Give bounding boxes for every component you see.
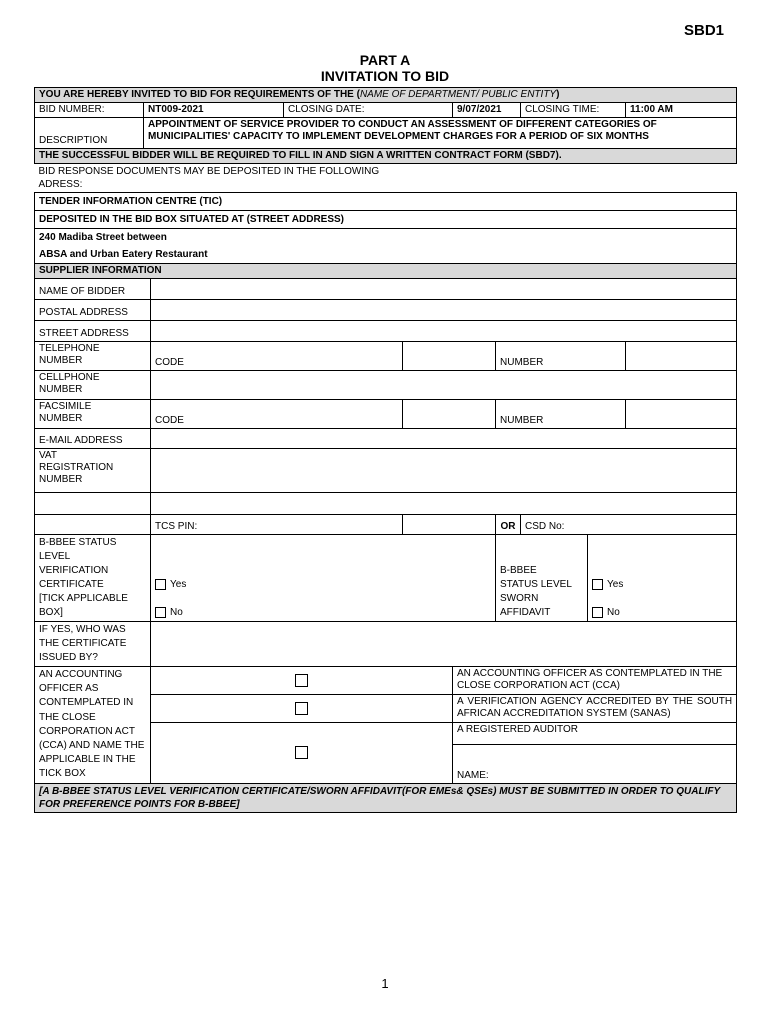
heading-line-2: INVITATION TO BID [320, 68, 450, 84]
cellphone-label: CELLPHONE NUMBER [35, 371, 151, 400]
bbbee-footer-notice: [A B-BBEE STATUS LEVEL VERIFICATION CERTIFICATE/SWORN AFFIDAVIT(FOR EMEs& QSEs) MUST BE SUBMITTED IN ORDER TO QUALIFY FOR PREFERENCE POINTS FOR B-BBEE] [35, 783, 737, 812]
option-2-checkbox-cell[interactable] [151, 695, 453, 723]
facsimile-label: FACSIMILE NUMBER [35, 400, 151, 429]
bbbee-affidavit-options [588, 535, 737, 622]
telephone-label: TELEPHONE NUMBER [35, 342, 151, 371]
checkbox-icon[interactable] [295, 702, 308, 715]
deposit-line-3: 240 Madiba Street between [35, 229, 737, 247]
invite-row: YOU ARE HEREBY INVITED TO BID FOR REQUIREMENTS OF THE (NAME OF DEPARTMENT/ PUBLIC ENTITY) [35, 88, 737, 103]
accounting-officer-label: AN ACCOUNTING OFFICER AS CONTEMPLATED IN THE CLOSE CORPORATION ACT (CCA) AND NAME THE APPLICABLE IN THE TICK BOX [35, 667, 151, 784]
tcs-blank-label [35, 515, 151, 535]
blank-label-cell [35, 493, 151, 515]
csd-number-field[interactable]: CSD No: [521, 515, 737, 535]
deposit-intro: BID RESPONSE DOCUMENTS MAY BE DEPOSITED IN THE FOLLOWING ADRESS: [38, 166, 380, 190]
telephone-code-value[interactable] [403, 342, 496, 371]
closing-time-value[interactable]: 11:00 AM [626, 103, 737, 118]
cert-yes-option[interactable]: Yes [155, 578, 491, 592]
or-label: OR [496, 515, 521, 535]
closing-date-value[interactable]: 9/07/2021 [453, 103, 521, 118]
closing-time-label: CLOSING TIME: [521, 103, 626, 118]
tcs-pin-value[interactable] [403, 515, 496, 535]
blank-field[interactable] [151, 493, 737, 515]
form-code: SBD1 [684, 22, 725, 39]
vat-label: VAT REGISTRATION NUMBER [35, 449, 151, 493]
page-number: 1 [381, 976, 389, 991]
bidder-name-field[interactable] [151, 279, 737, 300]
bid-number-value[interactable]: NT009-2021 [144, 103, 284, 118]
option-2-label: A VERIFICATION AGENCY ACCREDITED BY THE SOUTH AFRICAN ACCREDITATION SYSTEM (SANAS) [453, 695, 737, 723]
bid-number-label: BID NUMBER: [35, 103, 144, 118]
deposit-line-2: DEPOSITED IN THE BID BOX SITUATED AT (STREET ADDRESS) [35, 211, 737, 229]
tcs-pin-field[interactable]: TCS PIN: [151, 515, 403, 535]
postal-address-label: POSTAL ADDRESS [35, 300, 151, 321]
affidavit-yes-option[interactable]: Yes [592, 578, 732, 592]
contract-notice: THE SUCCESSFUL BIDDER WILL BE REQUIRED TO FILL IN AND SIGN A WRITTEN CONTRACT FORM (SBD7). [35, 149, 737, 164]
checkbox-icon[interactable] [295, 674, 308, 687]
checkbox-icon[interactable] [155, 607, 166, 618]
street-address-field[interactable] [151, 321, 737, 342]
affidavit-no-option[interactable]: No [592, 606, 732, 620]
description-value[interactable]: APPOINTMENT OF SERVICE PROVIDER TO CONDUCT AN ASSESSMENT OF DIFFERENT CATEGORIES OF MUNICIPALITIES' CAPACITY TO IMPLEMENT DEVELOPMENT CHARGES FOR A PERIOD OF SIX MONTHS [144, 118, 737, 149]
option-3-checkbox-cell[interactable] [151, 723, 453, 784]
vat-field[interactable] [151, 449, 737, 493]
checkbox-icon[interactable] [295, 746, 308, 759]
telephone-number-field[interactable]: NUMBER [496, 342, 626, 371]
heading-line-1: PART A [359, 52, 411, 68]
bid-form-table [34, 87, 737, 813]
bbbee-affidavit-label: B-BBEE STATUS LEVEL SWORN AFFIDAVIT [496, 535, 588, 622]
bbbee-certificate-options [151, 535, 496, 622]
email-field[interactable] [151, 429, 737, 449]
telephone-number-value[interactable] [626, 342, 737, 371]
fax-number-field[interactable]: NUMBER [496, 400, 626, 429]
issued-by-label: IF YES, WHO WAS THE CERTIFICATE ISSUED BY? [35, 622, 151, 667]
cellphone-field[interactable] [151, 371, 737, 400]
description-label: DESCRIPTION [35, 118, 144, 149]
deposit-line-4: ABSA and Urban Eatery Restaurant [35, 246, 737, 264]
option-3-label: A REGISTERED AUDITOR [453, 723, 737, 745]
fax-number-value[interactable] [626, 400, 737, 429]
deposit-line-1: TENDER INFORMATION CENTRE (TIC) [35, 193, 737, 211]
cert-no-option[interactable]: No [155, 606, 491, 620]
fax-code-field[interactable]: CODE [151, 400, 403, 429]
postal-address-field[interactable] [151, 300, 737, 321]
bbbee-certificate-label: B-BBEE STATUS LEVEL VERIFICATION CERTIFICATE [TICK APPLICABLE BOX] [35, 535, 151, 622]
street-address-label: STREET ADDRESS [35, 321, 151, 342]
checkbox-icon[interactable] [592, 579, 603, 590]
officer-name-field[interactable]: NAME: [453, 744, 737, 783]
closing-date-label: CLOSING DATE: [284, 103, 453, 118]
issued-by-field[interactable] [151, 622, 737, 667]
option-1-checkbox-cell[interactable] [151, 667, 453, 695]
option-1-label: AN ACCOUNTING OFFICER AS CONTEMPLATED IN THE CLOSE CORPORATION ACT (CCA) [453, 667, 737, 695]
page-heading [0, 52, 770, 84]
email-label: E-MAIL ADDRESS [35, 429, 151, 449]
checkbox-icon[interactable] [155, 579, 166, 590]
bidder-name-label: NAME OF BIDDER [35, 279, 151, 300]
checkbox-icon[interactable] [592, 607, 603, 618]
telephone-code-field[interactable]: CODE [151, 342, 403, 371]
fax-code-value[interactable] [403, 400, 496, 429]
supplier-header: SUPPLIER INFORMATION [35, 264, 737, 279]
